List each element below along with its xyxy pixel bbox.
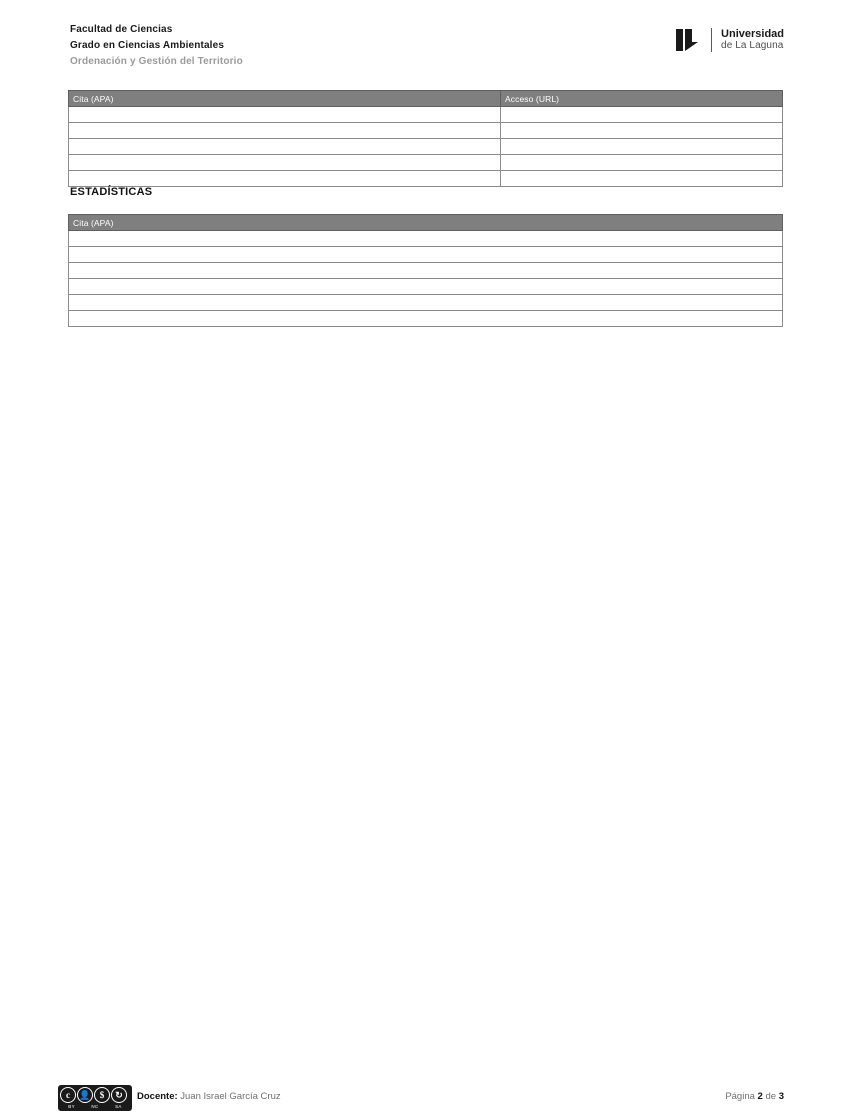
footer-page-separator: de: [765, 1091, 777, 1102]
header-institution-block: [70, 22, 243, 70]
ull-logo-icon: [676, 29, 702, 51]
cell-cita[interactable]: [69, 171, 501, 187]
statistics-table: [68, 214, 783, 327]
table-row[interactable]: [69, 123, 783, 139]
column-header-acceso: Acceso (URL): [501, 91, 783, 107]
footer-page-prefix: Página: [725, 1091, 755, 1102]
table-row[interactable]: [69, 171, 783, 187]
cc-sub-sa: SA: [115, 1104, 122, 1109]
header-degree: Grado en Ciencias Ambientales: [70, 40, 225, 51]
table-header-row: [69, 215, 783, 231]
cc-sub-labels: [60, 1104, 130, 1109]
cell-cita[interactable]: [69, 311, 783, 327]
table-row[interactable]: [69, 139, 783, 155]
table-row[interactable]: [69, 263, 783, 279]
cell-acceso[interactable]: [501, 139, 783, 155]
cell-acceso[interactable]: [501, 107, 783, 123]
cell-acceso[interactable]: [501, 171, 783, 187]
section-title-estadisticas: ESTADÍSTICAS: [70, 186, 153, 198]
creative-commons-icon: [58, 1085, 132, 1111]
university-logo: [676, 28, 784, 52]
cell-acceso[interactable]: [501, 155, 783, 171]
header-faculty: Facultad de Ciencias: [70, 24, 173, 35]
cell-cita[interactable]: [69, 263, 783, 279]
footer-page-total: 3: [778, 1091, 784, 1102]
table-row[interactable]: [69, 231, 783, 247]
cc-sub-by: BY: [68, 1104, 75, 1109]
table-row[interactable]: [69, 107, 783, 123]
cell-cita[interactable]: [69, 107, 501, 123]
page-header: [0, 0, 848, 74]
cc-sa-icon: ↻: [111, 1087, 127, 1103]
cell-cita[interactable]: [69, 247, 783, 263]
footer-docente-label: Docente:: [137, 1091, 178, 1102]
cell-cita[interactable]: [69, 155, 501, 171]
cell-cita[interactable]: [69, 231, 783, 247]
column-header-cita: Cita (APA): [69, 215, 783, 231]
university-logo-line2: de La Laguna: [721, 40, 784, 51]
cc-by-icon: 👤: [77, 1087, 93, 1103]
footer-docente: [137, 1091, 281, 1102]
page-footer: [0, 540, 848, 1109]
cell-acceso[interactable]: [501, 123, 783, 139]
citations-table: [68, 90, 783, 187]
table-row[interactable]: [69, 311, 783, 327]
university-logo-text: [711, 28, 784, 52]
cell-cita[interactable]: [69, 295, 783, 311]
cc-mark-icon: c: [60, 1087, 76, 1103]
table-row[interactable]: [69, 155, 783, 171]
column-header-cita: Cita (APA): [69, 91, 501, 107]
table-row[interactable]: [69, 295, 783, 311]
cell-cita[interactable]: [69, 139, 501, 155]
footer-docente-name: Juan Israel García Cruz: [180, 1091, 281, 1102]
cc-sub-nc: NC: [91, 1104, 99, 1109]
university-logo-line1: Universidad: [721, 28, 784, 40]
cell-cita[interactable]: [69, 279, 783, 295]
cc-nc-icon: $: [94, 1087, 110, 1103]
table-row[interactable]: [69, 279, 783, 295]
footer-page-current: 2: [757, 1091, 763, 1102]
cell-cita[interactable]: [69, 123, 501, 139]
table-header-row: [69, 91, 783, 107]
footer-page-number: [725, 1091, 784, 1102]
table-row[interactable]: [69, 247, 783, 263]
header-course: Ordenación y Gestión del Territorio: [70, 56, 243, 67]
